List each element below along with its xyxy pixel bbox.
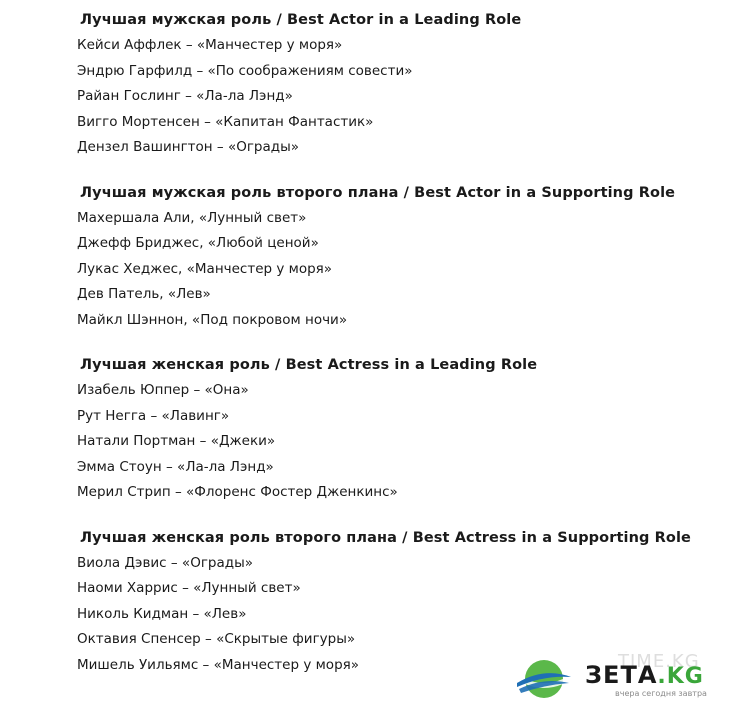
nominations-list xyxy=(77,10,717,680)
nominee-item: Мерил Стрип – «Флоренс Фостер Дженкинс» xyxy=(77,484,398,500)
nominee-item: Дев Патель, «Лев» xyxy=(77,286,211,302)
section-title: Лучшая мужская роль / Best Actor in a Leading Role xyxy=(80,12,522,28)
section-best-actress xyxy=(77,355,717,502)
section-title: Лучшая мужская роль второго плана / Best Actor in a Supporting Role xyxy=(80,184,676,201)
nominee-item: Кейси Аффлек – «Манчестер у моря» xyxy=(77,37,343,53)
section-best-actor xyxy=(77,10,717,157)
site-watermark xyxy=(515,651,730,703)
section-title: Лучшая женская роль / Best Actress in a Leading Role xyxy=(80,357,538,373)
watermark-ghost-text: TIME.KG xyxy=(618,651,700,672)
section-spacer xyxy=(77,163,717,183)
section-spacer xyxy=(77,508,717,528)
nominee-item: Изабель Юппер – «Она» xyxy=(77,382,249,398)
nominee-item: Натали Портман – «Джеки» xyxy=(77,433,276,449)
nominee-item: Майкл Шэннон, «Под покровом ночи» xyxy=(77,311,348,328)
nominee-item: Мишель Уильямс – «Манчестер у моря» xyxy=(77,656,360,673)
nominee-item: Рут Негга – «Лавинг» xyxy=(77,407,230,424)
nominee-item: Николь Кидман – «Лев» xyxy=(77,605,247,622)
watermark-brand xyxy=(585,661,704,689)
nominee-item: Лукас Хеджес, «Манчестер у моря» xyxy=(77,260,333,277)
nominee-item: Джефф Бриджес, «Любой ценой» xyxy=(77,235,319,251)
section-spacer xyxy=(77,335,717,355)
nominee-item: Эмма Стоун – «Ла-ла Лэнд» xyxy=(77,458,274,475)
section-title: Лучшая женская роль второго плана / Best Actress in a Supporting Role xyxy=(80,529,691,546)
nominee-item: Махершала Али, «Лунный свет» xyxy=(77,209,307,226)
watermark-domain: .KG xyxy=(657,664,704,689)
globe-logo-icon xyxy=(515,657,573,701)
nominee-item: Наоми Харрис – «Лунный свет» xyxy=(77,580,301,596)
nominee-item: Райан Гослинг – «Ла-ла Лэнд» xyxy=(77,88,293,104)
watermark-brand-name: ЗЕТА xyxy=(585,661,658,689)
nominee-item: Дензел Вашингтон – «Ограды» xyxy=(77,139,300,155)
nominee-item: Виола Дэвис – «Ограды» xyxy=(77,554,254,571)
section-best-supporting-actor xyxy=(77,183,717,330)
nominee-item: Октавия Спенсер – «Скрытые фигуры» xyxy=(77,631,356,647)
nominee-item: Вигго Мортенсен – «Капитан Фантастик» xyxy=(77,113,374,130)
watermark-tagline: вчера сегодня завтра xyxy=(615,689,707,698)
nominee-item: Эндрю Гарфилд – «По соображениям совести» xyxy=(77,62,413,79)
